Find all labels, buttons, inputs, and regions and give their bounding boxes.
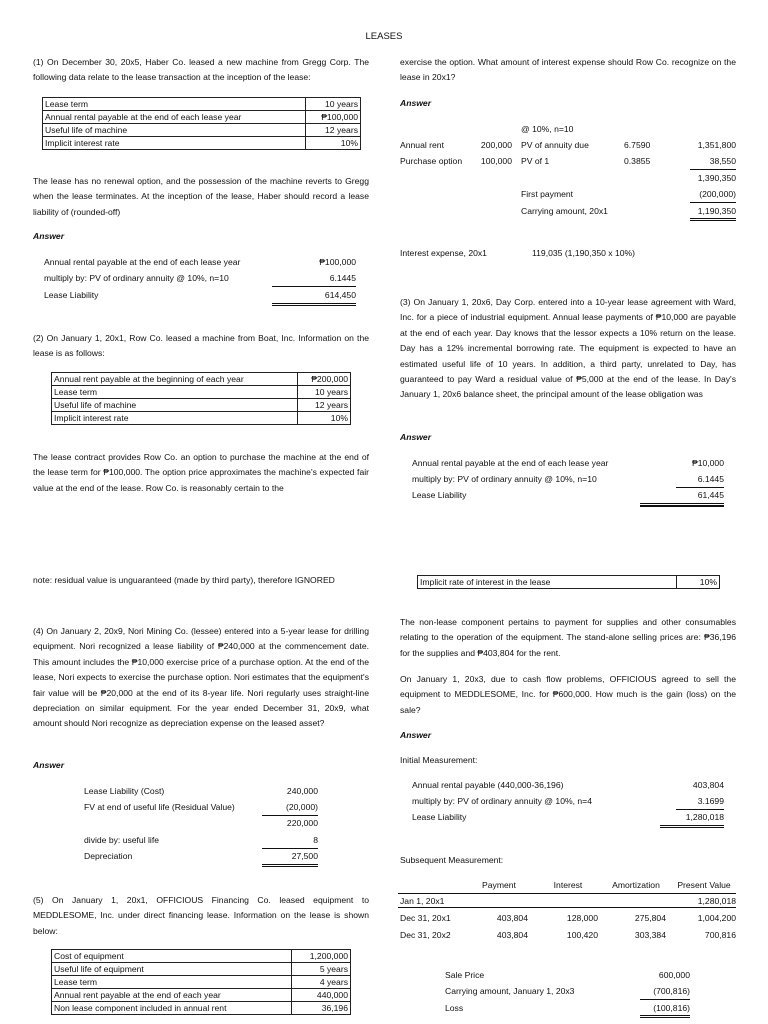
table-row: Useful life of machine 12 years: [43, 124, 361, 137]
sched-r2-date: Dec 31, 20x1: [400, 913, 451, 923]
sched-head-payment: Payment: [482, 880, 516, 890]
sched-r3-pv: 700,816: [704, 930, 736, 940]
table-row: Useful life of equipment 5 years: [52, 963, 351, 976]
sale-row-3-value: (100,816): [640, 1003, 690, 1018]
q1-ans-row-2-value: 6.1445: [272, 273, 356, 287]
q3-ans-row-1-label: Annual rental payable at the end of each lease year: [412, 458, 609, 468]
q2-calc-r1-amount: 200,000: [480, 140, 512, 150]
q2-calc-r1-label: Annual rent: [400, 140, 444, 150]
sched-r2-payment: 403,804: [496, 913, 528, 923]
q1-ans-row-1-value: ₱100,000: [319, 257, 356, 267]
q5-init-row-3-value: 1,280,018: [660, 812, 724, 828]
table-row: Annual rental payable at the end of each lease year ₱100,000: [43, 111, 361, 124]
q2-interest-label: Interest expense, 20x1: [400, 248, 487, 258]
page-title: LEASES: [365, 31, 403, 42]
table-row: Lease term 10 years: [43, 98, 361, 111]
q5-init-row-2-label: multiply by: PV of ordinary annuity @ 10%, n=4: [412, 796, 592, 806]
table-row: Annual rent payable at the beginning of each year ₱200,000: [52, 373, 351, 386]
q2-calc-first-label: First payment: [521, 189, 574, 199]
q3-ans-row-2-value: 6.1445: [676, 474, 724, 488]
q4-ans-row-2-value: (20,000): [262, 802, 318, 816]
q2-calc-first-value: (200,000): [690, 189, 736, 203]
q4-answer-label: Answer: [33, 760, 65, 770]
sale-row-1-value: 600,000: [658, 970, 690, 980]
q5-p2: On January 1, 20x3, due to cash flow problems, OFFICIOUS agreed to sell the equipment to MEDDLESOME, Inc. for ₱600,000. How much is the gain (loss) on the sale?: [400, 674, 736, 715]
q5-init-row-3-label: Lease Liability: [412, 812, 467, 822]
q1-table: [42, 97, 361, 150]
sched-r1-pv: 1,280,018: [697, 896, 736, 906]
q5-p1: The non-lease component pertains to payment for supplies and other consumables relating to the operation of the equipment. The stand-alone selling prices are: ₱36,196 for the supplies and ₱403,804 for the rent.: [400, 617, 736, 658]
table-row: Annual rent payable at the end of each year 440,000: [52, 989, 351, 1002]
q2-calc-r1-factor-label: PV of annuity due: [521, 140, 589, 150]
sched-r2-amortization: 275,804: [634, 913, 666, 923]
q2-calc-r2-factor-label: PV of 1: [521, 156, 550, 166]
q4-ans-row-4-label: divide by: useful life: [84, 835, 159, 845]
q2-answer-label: Answer: [400, 98, 432, 108]
q2-calc-carry-label: Carrying amount, 20x1: [521, 206, 608, 216]
q2-intro: (2) On January 1, 20x1, Row Co. leased a machine from Boat, Inc. Information on the lease is as follows:: [33, 333, 369, 359]
q2-calc-r2-label: Purchase option: [400, 156, 463, 166]
sale-row-3-label: Loss: [445, 1003, 464, 1013]
q4-ans-row-1-label: Lease Liability (Cost): [84, 786, 165, 796]
table-row: Useful life of machine 12 years: [52, 399, 351, 412]
table-row: Implicit interest rate 10%: [43, 137, 361, 150]
sched-head-amortization: Amortization: [612, 880, 660, 890]
q1-intro: (1) On December 30, 20x5, Haber Co. leased a new machine from Gregg Corp. The following data relate to the lease transaction at the inception of the lease:: [33, 57, 369, 83]
q1-answer-label: Answer: [33, 231, 65, 241]
q2-calc-r1-factor: 6.7590: [624, 140, 651, 150]
q2-calc-sum: 1,390,350: [697, 173, 736, 183]
q5-initial-label: Initial Measurement:: [400, 755, 478, 765]
q2-calc-r2-pv: 38,550: [690, 156, 736, 170]
q3-ans-row-2-label: multiply by: PV of ordinary annuity @ 10%, n=10: [412, 474, 597, 484]
q2-table: [51, 372, 351, 425]
q2-calc-carry-value: 1,190,350: [690, 206, 736, 221]
sale-row-1-label: Sale Price: [445, 970, 485, 980]
sched-r2-pv: 1,004,200: [697, 913, 736, 923]
q3-answer-label: Answer: [400, 432, 432, 442]
q1-ans-row-3-label: Lease Liability: [44, 290, 99, 300]
table-row: Implicit rate of interest in the lease 10%: [418, 576, 720, 589]
table-row: Implicit interest rate 10%: [52, 412, 351, 425]
q2-body: The lease contract provides Row Co. an option to purchase the machine at the end of the lease term for ₱100,000. The option price approximates the machine's expected fair value at the end of the lease. Row Co. is reasonably certain to the: [33, 452, 369, 493]
q2-note: note: residual value is unguaranteed (made by third party), therefore IGNORED: [33, 575, 335, 585]
q5-table-continued: [417, 575, 720, 589]
q2-calc-r2-factor: 0.3855: [624, 156, 651, 166]
q1-ans-row-3-value: 614,450: [272, 290, 356, 306]
q4-ans-row-5-value: 27,500: [262, 851, 318, 867]
sched-r3-date: Dec 31, 20x2: [400, 930, 451, 940]
q2-calc-head: @ 10%, n=10: [521, 124, 574, 134]
q3-ans-row-3-value: 61,445: [640, 490, 724, 504]
q4-ans-row-5-label: Depreciation: [84, 851, 133, 861]
q5-init-row-1-value: 403,804: [692, 780, 724, 790]
q1-ans-row-2-label: multiply by: PV of ordinary annuity @ 10%, n=10: [44, 273, 229, 283]
sched-head-present-value: Present Value: [677, 880, 731, 890]
sale-row-2-value: (700,816): [640, 986, 690, 1000]
sched-row-rule: [398, 907, 736, 908]
q4-ans-row-2-label: FV at end of useful life (Residual Value): [84, 802, 235, 812]
q3-text: (3) On January 1, 20x6, Day Corp. entered into a 10-year lease agreement with Ward, Inc. for a piece of industrial equipment. Annual lease payments of ₱10,000 are payable at the end of each year. Day knows that the lessor expects a 10% return on the lease. Day has a 12% incremental borrowing rate. The equipment is expected to have an estimated useful life of 10 years. In addition, a third party, unrelated to Day, has guaranteed to pay Ward a residual value of ₱5,000 at the end of the lease. In Day's January 1, 20x6 balance sheet, the principal amount of the lease obligation was: [400, 297, 736, 400]
q5-subsequent-label: Subsequent Measurement:: [400, 855, 504, 865]
q5-init-row-2-value: 3.1699: [676, 796, 724, 810]
q1-ans-row-1-label: Annual rental payable at the end of each lease year: [44, 257, 241, 267]
q5-init-row-1-label: Annual rental payable (440,000-36,196): [412, 780, 564, 790]
sched-r3-amortization: 303,384: [634, 930, 666, 940]
table-row: Non lease component included in annual rent 36,196: [52, 1002, 351, 1015]
q4-ans-row-1-value: 240,000: [286, 786, 318, 796]
q5-intro: (5) On January 1, 20x1, OFFICIOUS Financing Co. leased equipment to MEDDLESOME, Inc. under direct financing lease. Information on the lease is shown below:: [33, 895, 369, 936]
table-row: Cost of equipment 1,200,000: [52, 950, 351, 963]
q4-text: (4) On January 2, 20x9, Nori Mining Co. (lessee) entered into a 5-year lease for drilling equipment. Nori recognized a lease liability of ₱240,000 at the commencement date. This amount includes the ₱10,000 exercise price of a purchase option. At the end of the lease, Nori expects to exercise the purchase option. Nori estimates that the equipment's fair value will be ₱20,000 at the end of its 8-year life. Nori regularly uses straight-line depreciation on similar equipment. For the year ended December 31, 20x9, what amount should Nori recognize as depreciation expense on the leased asset?: [33, 626, 369, 729]
sched-r2-interest: 128,000: [566, 913, 598, 923]
q4-ans-row-4-value: 8: [262, 835, 318, 849]
sched-head-interest: Interest: [553, 880, 583, 890]
sched-r3-payment: 403,804: [496, 930, 528, 940]
sched-r1-date: Jan 1, 20x1: [400, 896, 445, 906]
q3-ans-row-1-value: ₱10,000: [691, 458, 724, 468]
sale-row-2-label: Carrying amount, January 1, 20x3: [445, 986, 575, 996]
q2-continuation: exercise the option. What amount of interest expense should Row Co. recognize on the lease in 20x1?: [400, 57, 736, 83]
q2-interest-value: 119,035 (1,190,350 x 10%): [532, 248, 636, 258]
sched-r3-interest: 100,420: [566, 930, 598, 940]
table-row: Lease term 10 years: [52, 386, 351, 399]
sched-header-rule: [398, 893, 736, 894]
q2-calc-r1-pv: 1,351,800: [697, 140, 736, 150]
q5-answer-label: Answer: [400, 730, 432, 740]
q4-ans-row-3-value: 220,000: [286, 818, 318, 828]
q5-table: [51, 949, 351, 1015]
table-row: Lease term 4 years: [52, 976, 351, 989]
q1-body: The lease has no renewal option, and the possession of the machine reverts to Gregg when the lease terminates. At the inception of the lease, Haber should record a lease liability of (rounded-off): [33, 176, 369, 217]
q3-ans-row-3-label: Lease Liability: [412, 490, 467, 500]
q3-total-rule: [640, 505, 724, 507]
q2-calc-r2-amount: 100,000: [480, 156, 512, 166]
